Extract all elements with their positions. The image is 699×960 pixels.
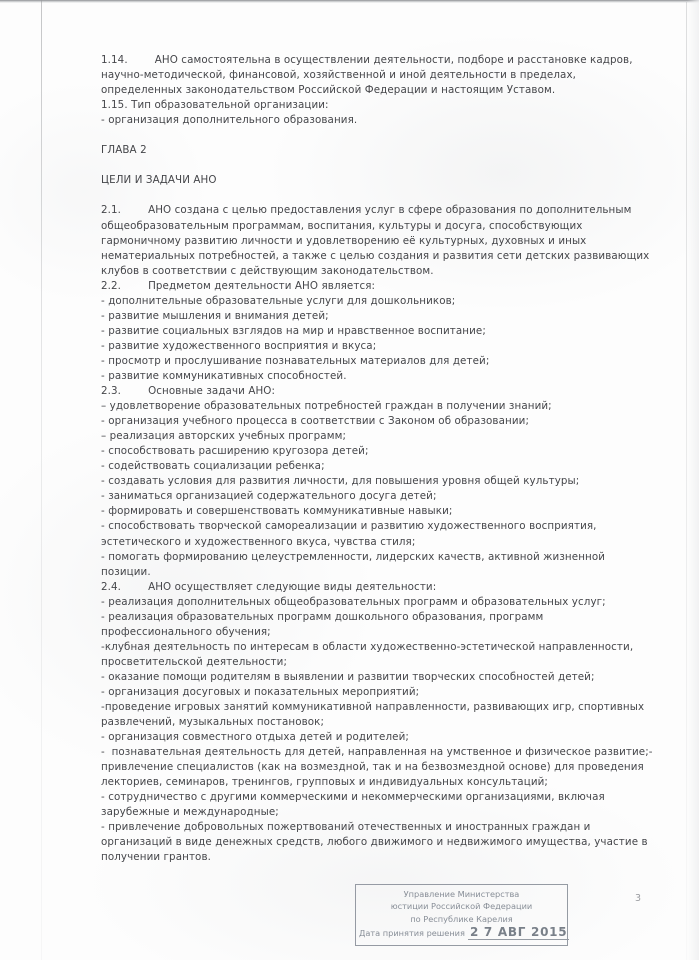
text-line: 1.14. АНО самостоятельна в осуществлении деятельности, подборе и расстановке кадров, [101,54,633,66]
registration-stamp [355,884,568,946]
text-line: профессионального обучения; [101,625,271,638]
stamp-date-row [356,926,567,939]
text-line: - развитие коммуникативных способностей. [101,369,347,382]
text-line: - реализация дополнительных общеобразовательных программ и образовательных услуг; [101,595,606,608]
stamp-authority-line-2: юстиции Российской Федерации [390,901,533,912]
text-line: 2.3. Основные задачи АНО: [101,385,276,398]
text-line: эстетического и художественного вкуса, чувства стиля; [101,535,416,548]
text-line: - оказание помощи родителям в выявлении и развитии творческих способностей детей; [101,670,595,683]
text-line: – удовлетворение образовательных потребностей граждан в получении знаний; [101,400,552,413]
text-line: - формировать и совершенствовать коммуникативные навыки; [101,505,453,518]
text-line: - способствовать творческой самореализации и развитию художественного восприятия, [101,520,597,533]
stamp-authority-line-3: по Республике Карелия [410,913,513,924]
text-line: - сотрудничество с другими коммерческими и некоммерческими организациями, включая [101,791,605,804]
text-line: -клубная деятельность по интересам в области художественно-эстетической направленности, [101,640,634,653]
text-line: – реализация авторских учебных программ; [101,430,347,443]
text-line: привлечение специалистов (как на возмездной, так и на безвозмездной основе) для проведения [101,761,644,774]
stamp-date-label: Дата принятия решения [359,928,465,939]
text-line: - реализация образовательных программ дошкольного образования, программ [101,610,544,623]
text-line: - создавать условия для развития личности, для повышения уровня общей культуры; [101,475,580,488]
text-line: ГЛАВА 2 [101,144,147,157]
scan-right-shadow [687,0,699,960]
scan-top-edge [0,0,699,3]
text-line: - развитие социальных взглядов на мир и нравственное воспитание; [101,324,486,337]
text-line-blank [101,128,590,143]
text-line: научно-методической, финансовой, хозяйственной и иной деятельности в пределах, [101,69,577,82]
text-line: лекториев, семинаров, тренингов, групповых и индивидуальных консультаций; [101,776,548,789]
stamp-date-value: 2 7 АВГ 2015 [469,925,568,940]
text-line: гармоничному развитию личности и удовлетворению её культурных, духовных и иных [101,234,587,247]
text-line: - организация учебного процесса в соответствии с Законом об образовании; [101,415,530,428]
text-line: - организация досуговых и показательных мероприятий; [101,685,420,698]
text-line: - помогать формированию целеустремленности, лидерских качеств, активной жизненной [101,550,606,563]
text-line: - организация совместного отдыха детей и родителей; [101,731,409,744]
text-line: - просмотр и прослушивание познавательных материалов для детей; [101,354,490,367]
text-line: - способствовать расширению кругозора детей; [101,445,369,458]
stamp-authority-line-1: Управление Министерства [403,889,520,899]
document-body-text [101,53,653,866]
text-line: 1.15. Тип образовательной организации: [101,99,329,112]
text-line: 2.4. АНО осуществляет следующие виды деятельности: [101,580,437,593]
text-line: - развитие художественного восприятия и вкуса; [101,339,377,352]
text-line: -проведение игровых занятий коммуникативной направленности, развивающих игр, спортивных [101,701,645,714]
text-line: 2.1. АНО создана с целью предоставления услуг в сфере образования по дополнительным [101,204,632,217]
text-line: определенных законодательством Российской Федерации и настоящим Уставом. [101,84,556,97]
text-line: - познавательная деятельность для детей, направленная на умственное и физическое развитие;- [101,746,653,759]
page-number: 3 [635,893,642,904]
text-line: общеобразовательным программам, воспитания, культуры и досуга, способствующих [101,219,583,232]
text-line: - привлечение добровольных пожертвований отечественных и иностранных граждан и [101,821,591,834]
text-line: нематериальных потребностей, а также с целью создания и развития сети детских развивающих [101,249,650,262]
text-line: - заниматься организацией содержательного досуга детей; [101,490,437,503]
text-line-blank [101,158,590,173]
text-line: - содействовать социализации ребенка; [101,460,325,473]
text-line: зарубежные и международные; [101,806,279,819]
text-line: организаций в виде денежных средств, любого движимого и недвижимого имущества, участие в [101,836,648,849]
text-line: позиции. [101,565,151,578]
text-line: клубов в соответствии с действующим законодательством. [101,264,434,277]
text-line: - развитие мышления и внимания детей; [101,309,329,322]
text-line: - организация дополнительного образования. [101,114,358,127]
text-line: просветительской деятельности; [101,655,288,668]
text-line-blank [101,188,590,203]
text-line: ЦЕЛИ И ЗАДАЧИ АНО [101,174,217,187]
text-line: получении грантов. [101,851,211,864]
scan-left-fold-line [41,0,42,960]
text-line: 2.2. Предметом деятельности АНО является: [101,279,376,292]
text-line: - дополнительные образовательные услуги для дошкольников; [101,294,456,307]
text-line: развлечений, музыкальных постановок; [101,716,325,729]
